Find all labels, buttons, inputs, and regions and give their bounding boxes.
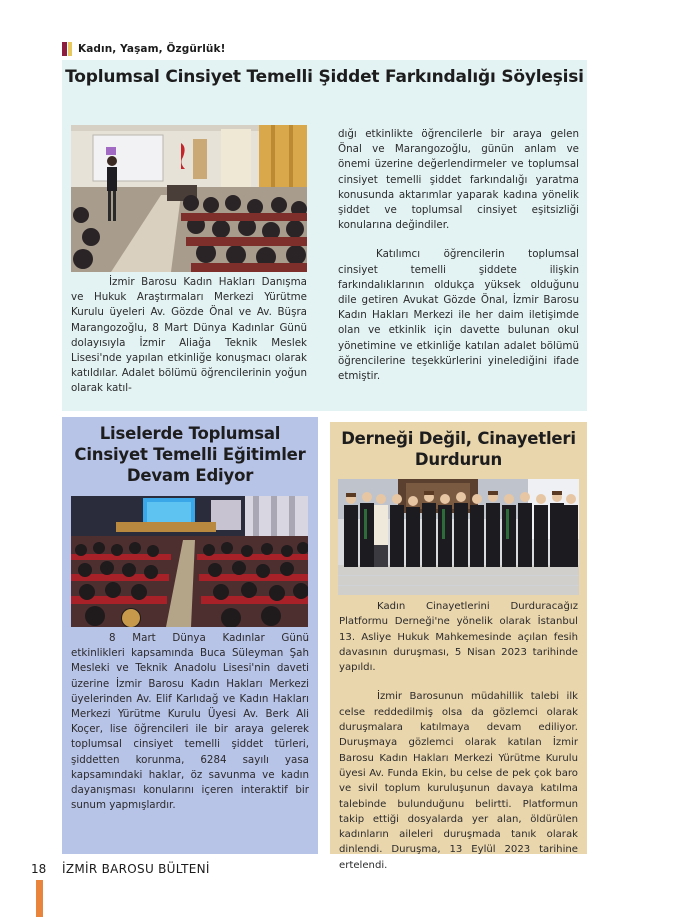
section-tag-marker <box>62 42 72 56</box>
article-body <box>71 631 309 813</box>
publication-name: İZMİR BAROSU BÜLTENİ <box>62 862 210 876</box>
article-title <box>62 424 318 486</box>
section-tag <box>62 42 225 56</box>
tag-marker-dark <box>62 42 67 56</box>
article-farkindalik <box>62 60 587 411</box>
article-title-text: Toplumsal Cinsiyet Temelli Şiddet Farkındalığı Söyleşisi <box>65 67 584 87</box>
paragraph: 8 Mart Dünya Kadınlar Günü etkinlikleri kapsamında Buca Süleyman Şah Mesleki ve Teknik Anadolu Lisesi'nin daveti üzerine İzmir Barosu Kadın Hakları Merkezi üyelerinden Av. Elif Karlıdağ ve Kadın Hakları Merkezi Yürütme Kurulu Üyesi Av. Berk Ali Koçer, lise öğrencileri ile bir araya gelerek toplumsal cinsiyet temelli şiddet türleri, şiddetten korunma, 6284 sayılı yasa kapsamındaki haklar, öz savunma ve kadın dayanışması konularını içeren interaktif bir sunum yapmışlardır. <box>71 632 309 812</box>
article-column-left <box>71 275 307 397</box>
paragraph: İzmir Barosunun müdahillik talebi ilk celse reddedilmiş olsa da gözlemci olarak duruşmalara katılmaya devam ediliyor. Duruşmaya gözlemci olarak katılan İzmir Barosu Kadın Hakları Merkezi Yürütme Kurulu üyesi Av. Funda Ekin, bu celse de pek çok baro ve sivil toplum kuruluşunun davaya katılma talebinde bulunduğunu belirtti. Platformun takip ettiği dosyalarda yer alan, öldürülen kadınların aileleri duruşmada tanık olarak dinlendi. Duruşma, 13 Eylül 2023 tarihine ertelendi. <box>339 691 578 871</box>
paragraph-continuation: dığı etkinlikte öğrencilerle bir araya gelen Önal ve Marangozoğlu, günün anlam ve önemi üzerine değerlendirmeler ve toplumsal cinsiyet temelli şiddet farkındalığı yaratma konusunda aktarımlar yaparak kadına yönelik şiddet ve toplumsal cinsiyet eşitsizliği konularına değindiler. <box>338 128 579 232</box>
article-title <box>62 67 587 88</box>
group-photo <box>338 479 579 595</box>
article-title-text: Derneği Değil, Cinayetleri Durdurun <box>341 429 576 469</box>
paragraph: Kadın Cinayetlerini Durduracağız Platformu Derneği'ne yönelik olarak İstanbul 13. Asliye Hukuk Mahkemesinde açılan fesih davasının duruşması, 5 Nisan 2023 tarihinde yapıldı. <box>339 601 578 674</box>
paragraph: Katılımcı öğrencilerin toplumsal cinsiyet temelli şiddete ilişkin farkındalıklarının oldukça yüksek olduğunu dile getiren Avukat Gözde Önal, İzmir Barosu Kadın Hakları Merkezi ile her daim iletişimde olan ve etkinlik için davette bulunan okul yönetimine ve etkinliğe katılan adalet bölümü öğrencilerine teşekkürlerini yinelediğini ifade etmiştir. <box>338 248 579 383</box>
page-number: 18 <box>31 862 47 876</box>
article-body <box>339 599 578 873</box>
page-footer <box>0 856 700 917</box>
auditorium-photo <box>71 496 308 627</box>
tag-marker-light <box>68 42 72 56</box>
footer-accent-bar <box>36 880 43 917</box>
seminar-photo <box>71 125 307 272</box>
article-title <box>330 429 587 471</box>
article-title-text: Liselerde Toplumsal Cinsiyet Temelli Eğitimler Devam Ediyor <box>74 424 306 485</box>
article-liselerde <box>62 417 318 854</box>
article-dernegi <box>330 422 587 871</box>
paragraph: İzmir Barosu Kadın Hakları Danışma ve Hukuk Araştırmaları Merkezi Yürütme Kurulu üyeleri Av. Gözde Önal ve Av. Büşra Marangozoğlu, 8 Mart Dünya Kadınlar Günü dolayısıyla İzmir Aliağa Teknik Meslek Lisesi'nde yapılan etkinliğe konuşmacı olarak katıldılar. Adalet bölümü öğrencilerinin yoğun olarak katıl- <box>71 276 307 395</box>
section-tag-text: Kadın, Yaşam, Özgürlük! <box>78 43 226 55</box>
article-column-right <box>338 127 579 384</box>
